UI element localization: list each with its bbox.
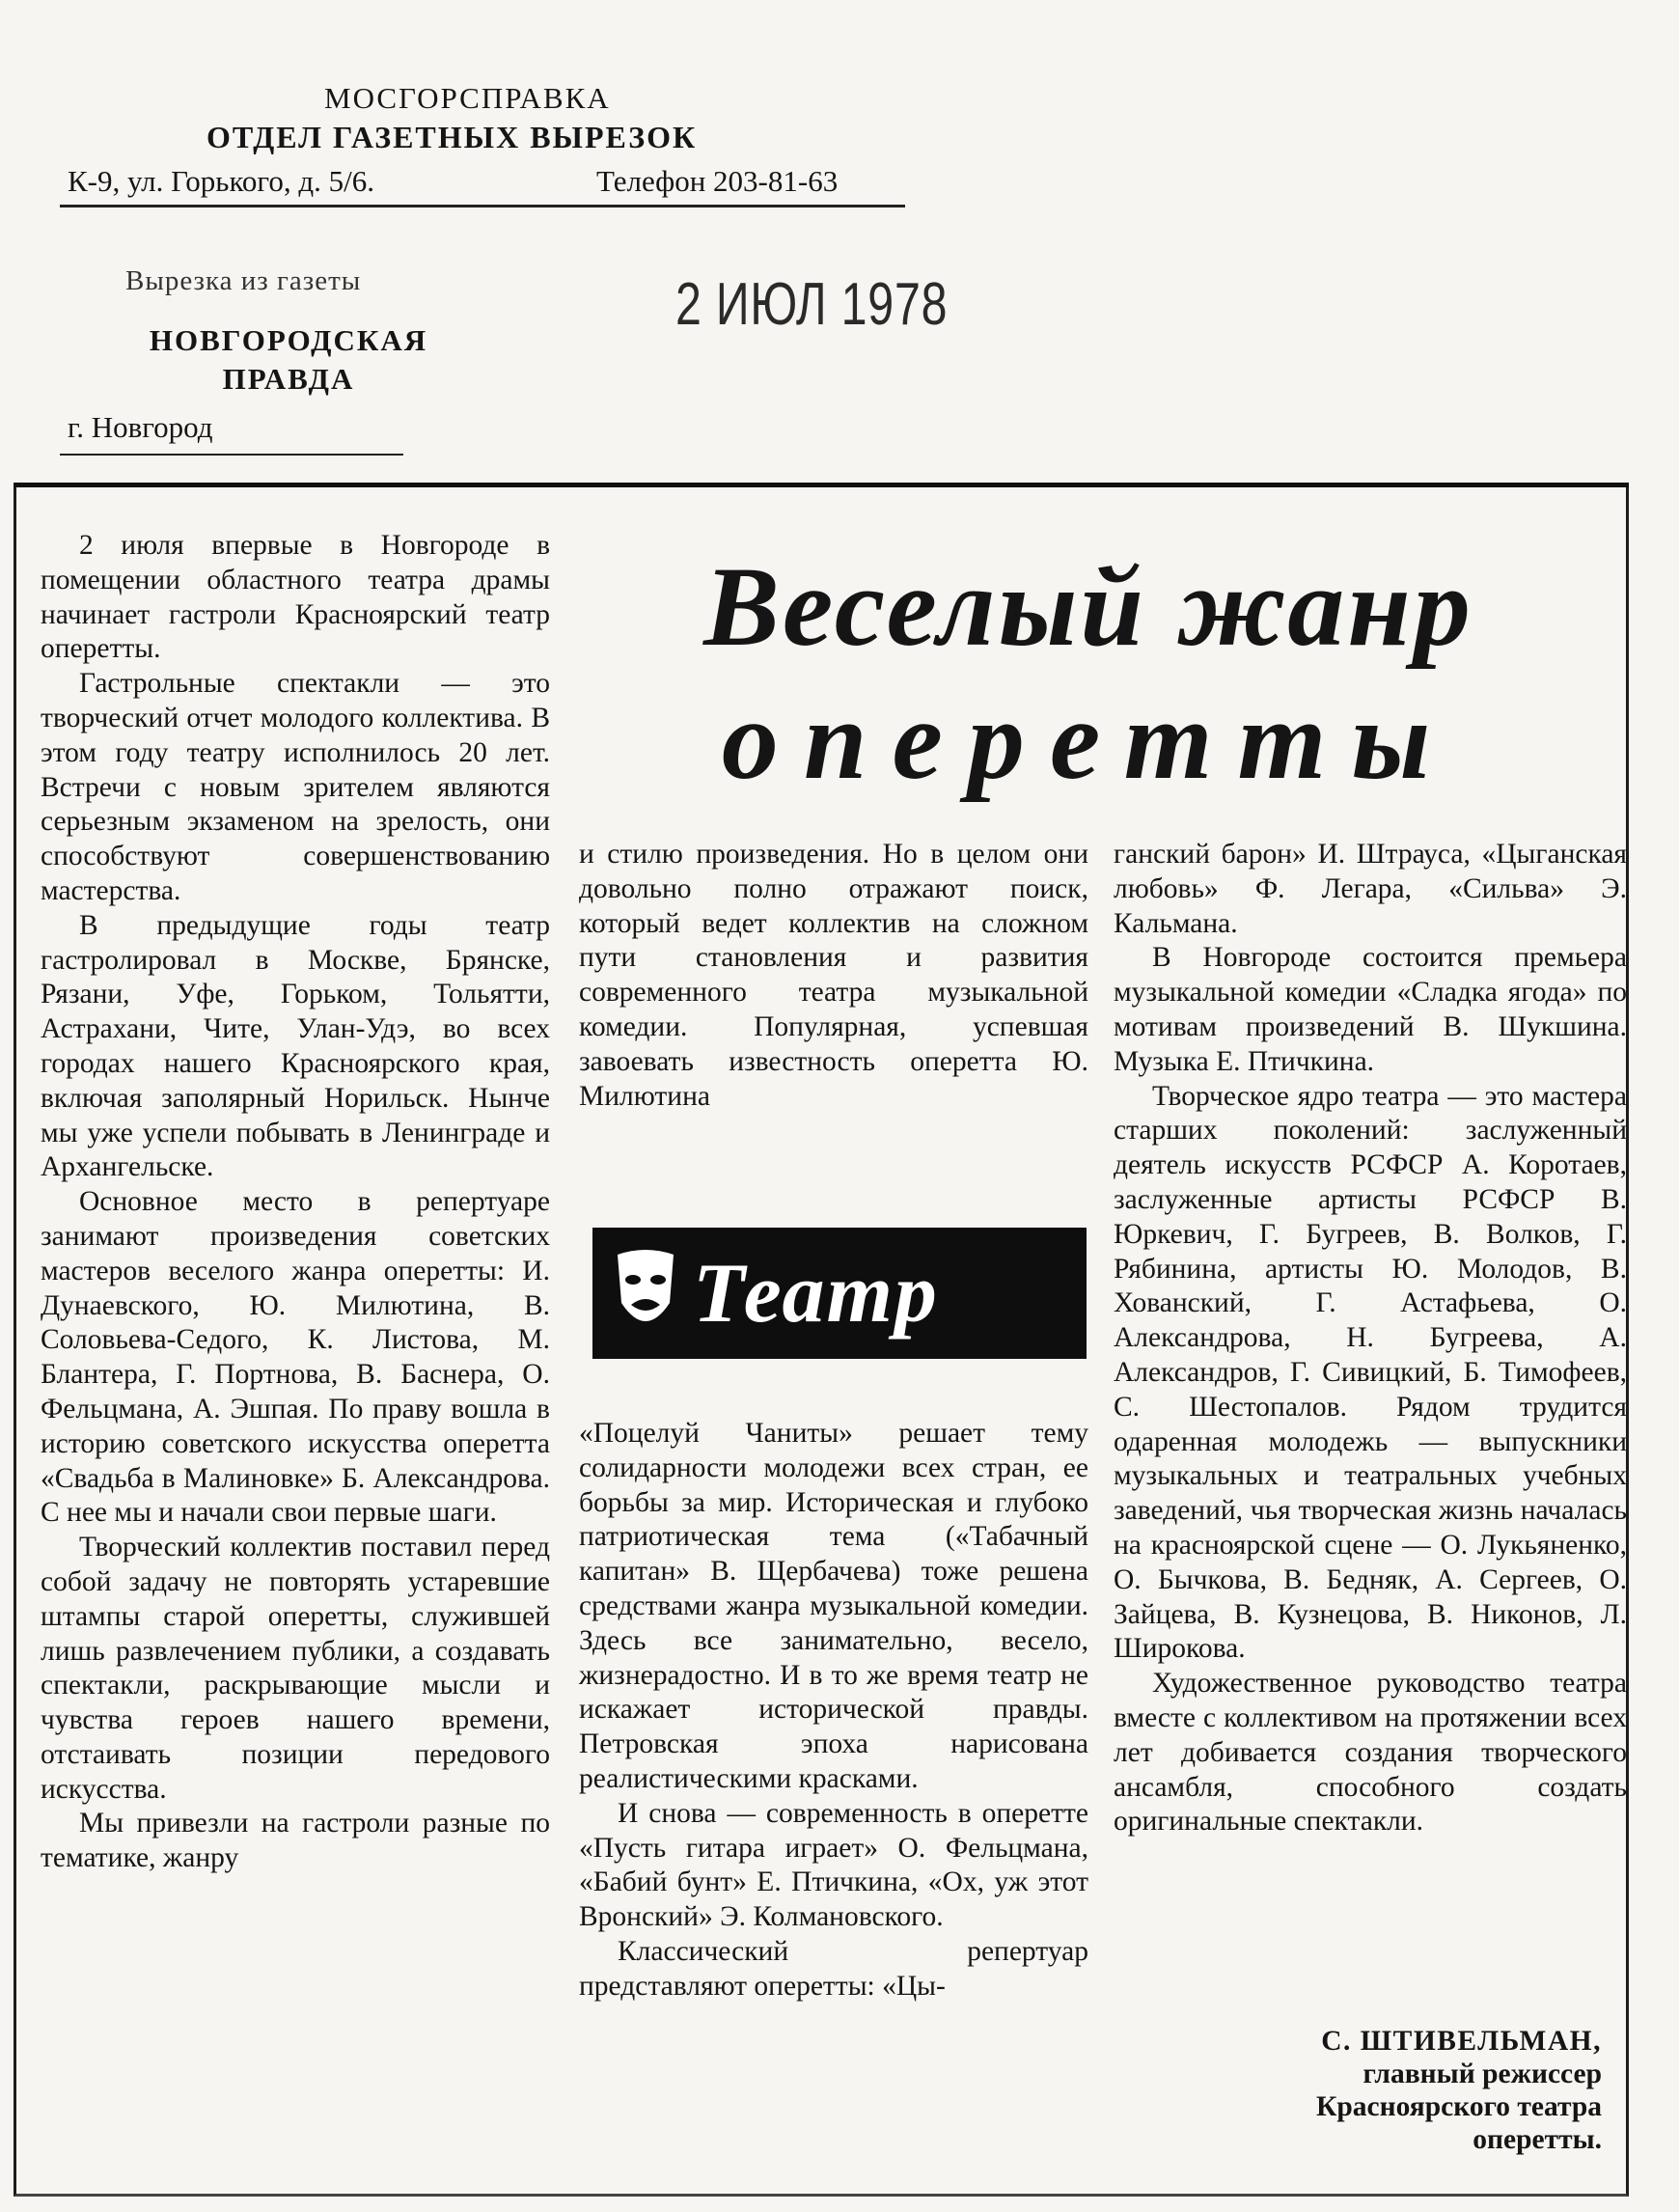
article-headline: [577, 540, 1600, 807]
stamp-department: ОТДЕЛ ГАЗЕТНЫХ ВЫРЕЗОК: [206, 120, 698, 154]
paragraph: Художественное руководство театра вместе с коллективом на протяжении всех лет добивается создания творческого ансамбля, способного создать оригинальные спектакли.: [1114, 1668, 1627, 1838]
paragraph: Основное место в репертуаре занимают произведения советских мастеров веселого жанра оперетты: И. Дунаевского, Ю. Милютина, В. Соловьева-Седого, К. Листова, М. Блантера, Г. Портнова, В. Баснера, О. Фельцмана, А. Эшпая. По праву вошла в историю советского искусства оперетта «Свадьба в Малиновке» Б. Александрова. С нее мы и начали свои первые шаги.: [41, 1186, 550, 1529]
author-title-line3: оперетты.: [1473, 2124, 1602, 2155]
article-column-2-bottom: [579, 1417, 1088, 2005]
stamp-divider: [60, 205, 905, 207]
stamp-address: К-9, ул. Горького, д. 5/6.: [68, 164, 375, 198]
author-title-line1: главный режиссер: [1362, 2059, 1602, 2089]
stamp-organization: МОСГОРСПРАВКА: [324, 81, 611, 115]
paragraph: Классический репертуар представляют оперетты: «Цы-: [579, 1935, 1088, 2002]
rubric-logo: [592, 1228, 1087, 1359]
paragraph: ганский барон» И. Штрауса, «Цыганская любовь» Ф. Легара, «Сильва» Э. Кальмана.: [1114, 839, 1627, 939]
author-signature: [1114, 2025, 1602, 2156]
stamp-phone: Телефон 203-81-63: [596, 164, 839, 198]
paragraph: И снова — современность в оперетте «Пусть гитара играет» О. Фельцмана, «Бабий бунт» Е. Птичкина, «Ох, уж этот Вронский» Э. Колмановского.: [579, 1797, 1088, 1933]
paragraph: Гастрольные спектакли — это творческий отчет молодого коллектива. В этом году театру исполнилось 20 лет. Встречи с новым зрителем являются серьезным экзаменом на зрелость, они способствуют совершенствованию мастерства.: [41, 668, 550, 906]
source-city: г. Новгород: [68, 410, 213, 444]
article-column-3: [1114, 838, 1627, 1839]
paragraph: и стилю произведения. Но в целом они довольно полно отражают поиск, который ведет коллектив на сложном пути становления и развития современного театра музыкальной комедии. Популярная, успевшая завоевать известность оперетта Ю. Милютина: [579, 839, 1088, 1112]
article-column-2-top: [579, 838, 1088, 1114]
author-name: С. ШТИВЕЛЬМАН,: [1321, 2026, 1602, 2057]
date-stamp: 2 ИЮЛ 1978: [675, 271, 949, 338]
paragraph: «Поцелуй Чаниты» решает тему солидарности молодежи всех стран, ее борьбы за мир. Историческая и глубоко патриотическая тема («Табачный капитан» В. Щербачева) тоже решена средствами жанра музыкальной комедии. Здесь все занимательно, весело, жизнерадостно. И в то же время театр не искажает исторической правды. Петровская эпоха нарисована реалистическими красками.: [579, 1418, 1088, 1794]
paragraph: Мы привезли на гастроли разные по тематике, жанру: [41, 1808, 550, 1874]
source-divider: [60, 454, 403, 456]
paragraph: В Новгороде состоится премьера музыкальной комедии «Сладка ягода» по мотивам произведений В. Шукшина. Музыка Е. Птичкина.: [1114, 942, 1627, 1077]
source-newspaper-line2: ПРАВДА: [222, 362, 355, 396]
author-title-line2: Красноярского театра: [1315, 2091, 1602, 2122]
source-newspaper: [133, 321, 444, 399]
headline-line1: Веселый жанр: [703, 543, 1473, 670]
paragraph: Творческое ядро театра — это мастера старших поколений: заслуженный деятель искусств РСФСР А. Коротаев, заслуженные артисты РСФСР В. Юркевич, Г. Бугреев, В. Волков, Г. Рябинина, артисты Ю. Молодов, В. Хованский, Г. Астафьева, О. Александрова, Н. Бугреева, А. Александров, Г. Сивицкий, Б. Тимофеев, С. Шестопалов. Рядом трудится одаренная молодежь — выпускники музыкальных и театральных учебных заведений, чья творческая жизнь началась на красноярской сцене — О. Лукьяненко, О. Бычкова, В. Бедняк, А. Сергеев, О. Зайцева, В. Кузнецова, В. Никонов, Л. Широкова.: [1114, 1080, 1627, 1665]
source-label: Вырезка из газеты: [125, 265, 362, 296]
source-newspaper-line1: НОВГОРОДСКАЯ: [149, 323, 428, 357]
paragraph: 2 июля впервые в Новгороде в помещении областного театра драмы начинает гастроли Красноярский театр оперетты.: [41, 530, 550, 665]
rubric-title: Театр: [693, 1246, 939, 1341]
theatre-mask-icon: [612, 1247, 679, 1340]
paragraph: В предыдущие годы театр гастролировал в Москве, Брянске, Рязани, Уфе, Горьком, Тольятти, Астрахани, Чите, Улан-Удэ, во всех городах нашего Красноярского края, включая заполярный Норильск. Нынче мы уже успели побывать в Ленинграде и Архангельске.: [41, 909, 550, 1183]
article-column-1: [41, 529, 550, 1876]
clipping-top-border: [14, 483, 1629, 487]
headline-line2: оперетты: [721, 677, 1456, 803]
paragraph: Творческий коллектив поставил перед собой задачу не повторять устаревшие штампы старой оперетты, служившей лишь развлечением публики, а создавать спектакли, раскрывающие мысли и чувства героев нашего времени, отстаивать позиции передового искусства.: [41, 1532, 550, 1805]
